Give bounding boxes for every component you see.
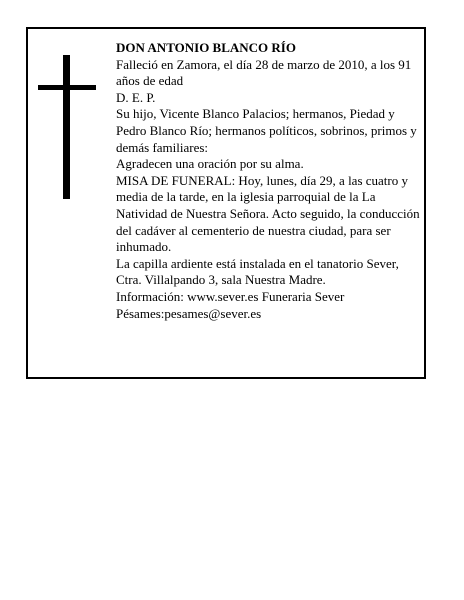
funeral-mass-details: MISA DE FUNERAL: Hoy, lunes, día 29, a las cuatro y media de la tarde, en la iglesia parroquial de la La Natividad de Nuestra Señora. Acto seguido, la conducción del cadáver al cementerio de nuestra ciudad, para ser inhumado. [116,172,420,255]
family-members: Su hijo, Vicente Blanco Palacios; hermanos, Piedad y Pedro Blanco Río; hermanos políticos, sobrinos, primos y demás familiares: [116,106,417,155]
deceased-name: DON ANTONIO BLANCO RÍO [116,40,296,55]
thanks-line: Agradecen una oración por su alma. [116,156,304,172]
rest-in-peace: D. E. P. [116,89,156,105]
death-details: Falleció en Zamora, el día 28 de marzo de 2010, a los 91 años de edad [116,56,412,89]
condolences-line: Pésames:pesames@sever.es [116,305,262,321]
chapel-details: La capilla ardiente está instalada en el tanatorio Sever, Ctra. Villalpando 3, sala Nuestra Madre. [116,255,399,288]
information-line: Información: www.sever.es Funeraria Sever [116,288,345,304]
obituary-notice [26,27,426,379]
notice-text [116,40,420,322]
cross-icon [38,55,96,199]
cross-vertical-bar [63,55,70,199]
cross-horizontal-bar [38,85,96,90]
